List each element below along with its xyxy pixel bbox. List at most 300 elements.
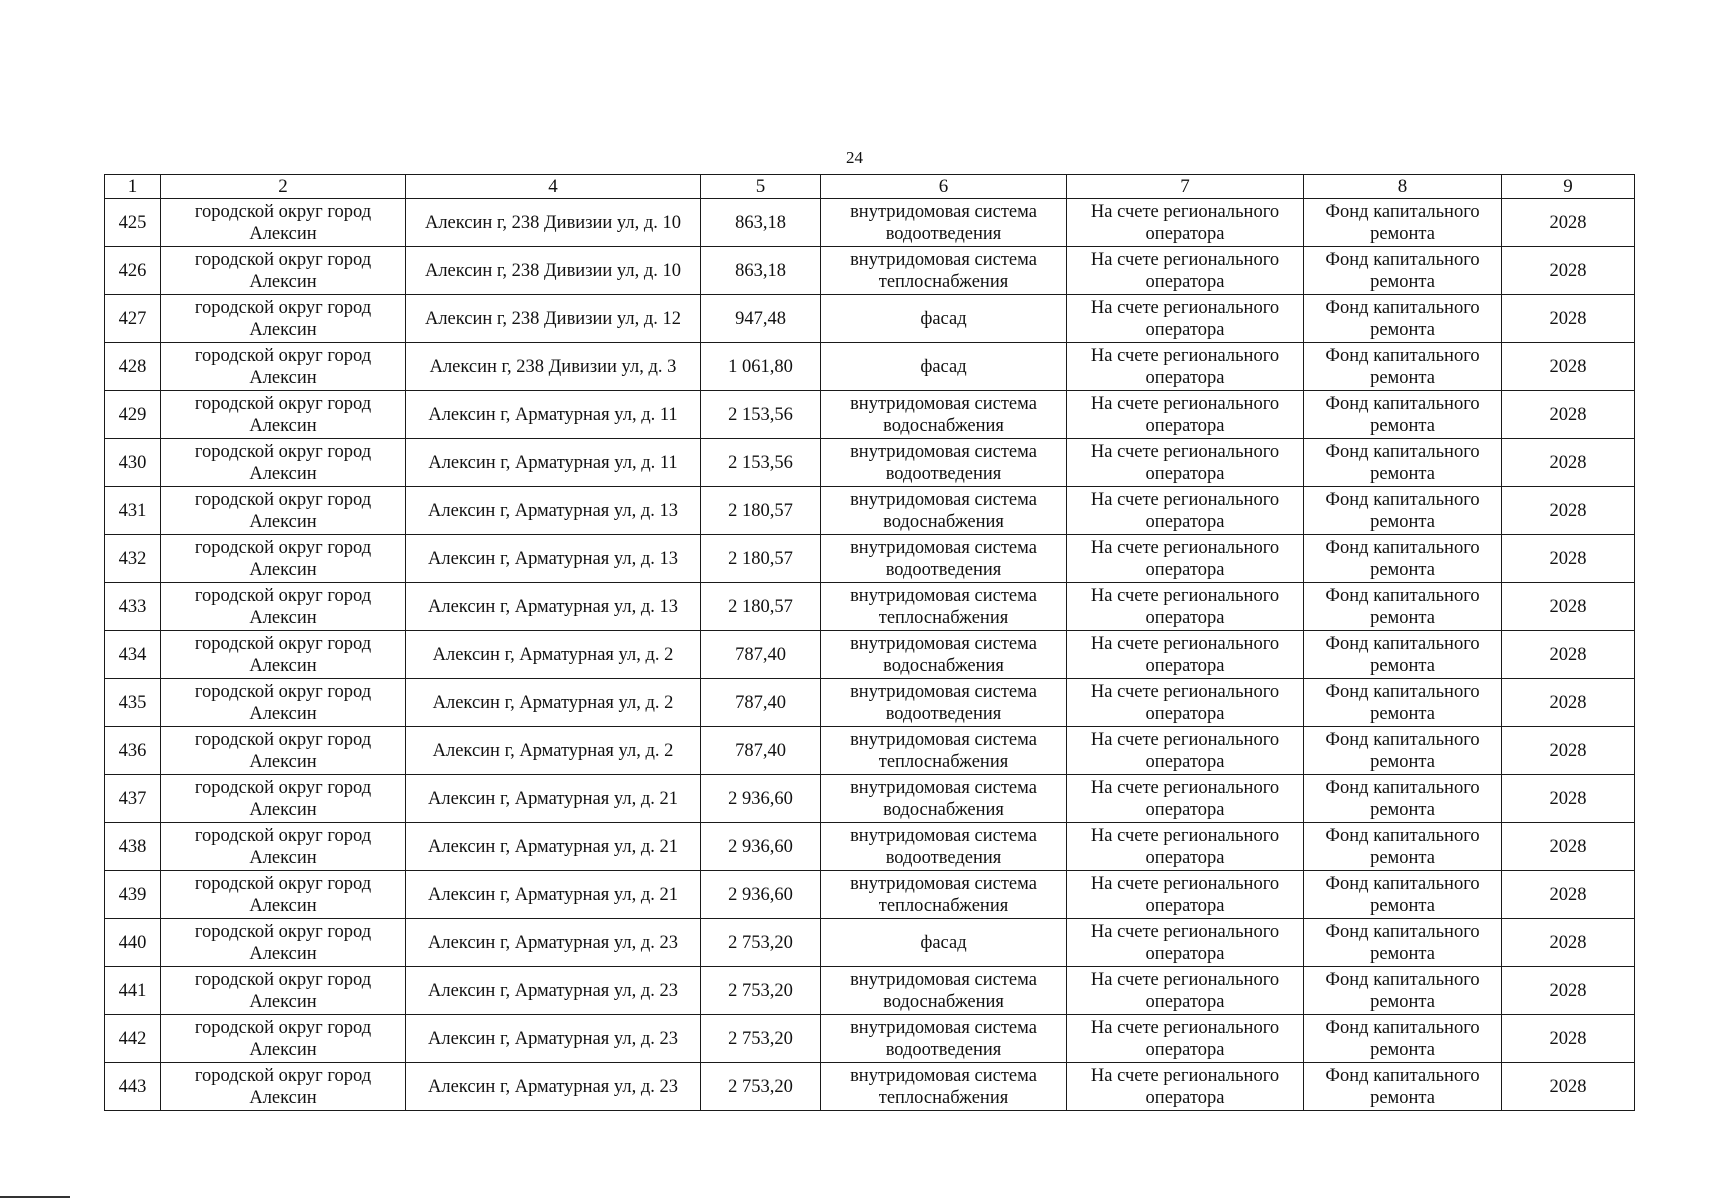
account-cell-line: На счете регионального bbox=[1090, 777, 1280, 798]
account-cell-line: На счете регионального bbox=[1090, 633, 1280, 654]
fund-cell-line: ремонта bbox=[1370, 895, 1435, 916]
system-cell-line: водоотведения bbox=[885, 703, 1002, 724]
table-row bbox=[105, 727, 1635, 775]
fund-cell-line: ремонта bbox=[1370, 367, 1435, 388]
fund-cell bbox=[1304, 775, 1502, 823]
table-row bbox=[105, 775, 1635, 823]
row-number-cell: 435 bbox=[105, 679, 161, 727]
municipality-cell-line: Алексин bbox=[249, 751, 317, 772]
fund-cell-line: Фонд капитального bbox=[1325, 585, 1480, 606]
year-cell: 2028 bbox=[1502, 775, 1635, 823]
account-cell-line: оператора bbox=[1145, 463, 1225, 484]
area-cell: 2 753,20 bbox=[701, 1063, 821, 1111]
year-cell: 2028 bbox=[1502, 391, 1635, 439]
fund-cell bbox=[1304, 871, 1502, 919]
account-cell-line: На счете регионального bbox=[1090, 393, 1280, 414]
account-cell-line: оператора bbox=[1145, 847, 1225, 868]
area-cell: 787,40 bbox=[701, 679, 821, 727]
system-cell-line: водоотведения bbox=[885, 559, 1002, 580]
system-cell-line: водоснабжения bbox=[883, 655, 1004, 676]
scan-artifact bbox=[0, 1196, 70, 1198]
system-cell-line: внутридомовая система bbox=[850, 1017, 1037, 1038]
fund-cell-line: Фонд капитального bbox=[1325, 489, 1480, 510]
fund-cell-line: Фонд капитального bbox=[1325, 969, 1480, 990]
fund-cell-line: Фонд капитального bbox=[1325, 825, 1480, 846]
municipality-cell-line: городской округ город bbox=[194, 777, 372, 798]
system-cell bbox=[821, 391, 1067, 439]
system-cell bbox=[821, 871, 1067, 919]
fund-cell-line: Фонд капитального bbox=[1325, 633, 1480, 654]
account-cell bbox=[1067, 631, 1304, 679]
system-cell bbox=[821, 343, 1067, 391]
row-number-cell: 437 bbox=[105, 775, 161, 823]
area-cell: 2 936,60 bbox=[701, 775, 821, 823]
municipality-cell-line: Алексин bbox=[249, 223, 317, 244]
area-cell: 2 180,57 bbox=[701, 583, 821, 631]
municipality-cell-line: городской округ город bbox=[194, 633, 372, 654]
table-row bbox=[105, 919, 1635, 967]
system-cell-line: внутридомовая система bbox=[850, 441, 1037, 462]
municipality-cell bbox=[161, 1063, 406, 1111]
system-cell bbox=[821, 247, 1067, 295]
address-cell: Алексин г, Арматурная ул, д. 13 bbox=[406, 535, 701, 583]
year-cell: 2028 bbox=[1502, 631, 1635, 679]
municipality-cell-line: Алексин bbox=[249, 607, 317, 628]
system-cell-line: внутридомовая система bbox=[850, 873, 1037, 894]
account-cell-line: оператора bbox=[1145, 655, 1225, 676]
fund-cell bbox=[1304, 679, 1502, 727]
fund-cell bbox=[1304, 919, 1502, 967]
account-cell bbox=[1067, 391, 1304, 439]
fund-cell bbox=[1304, 247, 1502, 295]
municipality-cell bbox=[161, 631, 406, 679]
column-number-row bbox=[105, 175, 1635, 199]
account-cell-line: оператора bbox=[1145, 991, 1225, 1012]
account-cell bbox=[1067, 247, 1304, 295]
account-cell bbox=[1067, 535, 1304, 583]
municipality-cell bbox=[161, 535, 406, 583]
municipality-cell-line: городской округ город bbox=[194, 1017, 372, 1038]
municipality-cell-line: городской округ город bbox=[194, 1065, 372, 1086]
municipality-cell-line: Алексин bbox=[249, 655, 317, 676]
area-cell: 2 753,20 bbox=[701, 919, 821, 967]
system-cell bbox=[821, 1015, 1067, 1063]
fund-cell bbox=[1304, 439, 1502, 487]
municipality-cell-line: городской округ город bbox=[194, 249, 372, 270]
account-cell bbox=[1067, 727, 1304, 775]
address-cell: Алексин г, Арматурная ул, д. 11 bbox=[406, 391, 701, 439]
column-header: 8 bbox=[1304, 175, 1502, 199]
account-cell bbox=[1067, 775, 1304, 823]
fund-cell-line: Фонд капитального bbox=[1325, 1065, 1480, 1086]
account-cell bbox=[1067, 823, 1304, 871]
municipality-cell bbox=[161, 919, 406, 967]
fund-cell-line: Фонд капитального bbox=[1325, 873, 1480, 894]
system-cell-line: внутридомовая система bbox=[850, 729, 1037, 750]
table-row bbox=[105, 535, 1635, 583]
table-body bbox=[105, 175, 1635, 1111]
fund-cell bbox=[1304, 1015, 1502, 1063]
account-cell-line: оператора bbox=[1145, 1087, 1225, 1108]
account-cell bbox=[1067, 199, 1304, 247]
account-cell-line: оператора bbox=[1145, 415, 1225, 436]
account-cell-line: оператора bbox=[1145, 895, 1225, 916]
municipality-cell-line: Алексин bbox=[249, 1087, 317, 1108]
year-cell: 2028 bbox=[1502, 823, 1635, 871]
account-cell bbox=[1067, 967, 1304, 1015]
account-cell-line: На счете регионального bbox=[1090, 1017, 1280, 1038]
municipality-cell-line: городской округ город bbox=[194, 297, 372, 318]
fund-cell-line: Фонд капитального bbox=[1325, 681, 1480, 702]
system-cell bbox=[821, 1063, 1067, 1111]
system-cell-line: водоснабжения bbox=[883, 991, 1004, 1012]
municipality-cell bbox=[161, 295, 406, 343]
municipality-cell-line: Алексин bbox=[249, 511, 317, 532]
municipality-cell-line: городской округ город bbox=[194, 201, 372, 222]
account-cell-line: На счете регионального bbox=[1090, 297, 1280, 318]
row-number-cell: 429 bbox=[105, 391, 161, 439]
address-cell: Алексин г, Арматурная ул, д. 13 bbox=[406, 487, 701, 535]
year-cell: 2028 bbox=[1502, 343, 1635, 391]
column-header: 1 bbox=[105, 175, 161, 199]
fund-cell-line: Фонд капитального bbox=[1325, 393, 1480, 414]
area-cell: 2 753,20 bbox=[701, 1015, 821, 1063]
table-row bbox=[105, 247, 1635, 295]
municipality-cell bbox=[161, 823, 406, 871]
row-number-cell: 443 bbox=[105, 1063, 161, 1111]
fund-cell-line: ремонта bbox=[1370, 607, 1435, 628]
table-row bbox=[105, 583, 1635, 631]
row-number-cell: 433 bbox=[105, 583, 161, 631]
municipality-cell-line: городской округ город bbox=[194, 873, 372, 894]
system-cell-line: внутридомовая система bbox=[850, 969, 1037, 990]
table-row bbox=[105, 199, 1635, 247]
address-cell: Алексин г, Арматурная ул, д. 23 bbox=[406, 967, 701, 1015]
account-cell-line: оператора bbox=[1145, 607, 1225, 628]
area-cell: 947,48 bbox=[701, 295, 821, 343]
municipality-cell-line: Алексин bbox=[249, 271, 317, 292]
account-cell-line: На счете регионального bbox=[1090, 585, 1280, 606]
system-cell bbox=[821, 967, 1067, 1015]
address-cell: Алексин г, Арматурная ул, д. 23 bbox=[406, 1015, 701, 1063]
fund-cell bbox=[1304, 487, 1502, 535]
system-cell-line: внутридомовая система bbox=[850, 825, 1037, 846]
account-cell bbox=[1067, 679, 1304, 727]
account-cell-line: оператора bbox=[1145, 559, 1225, 580]
account-cell bbox=[1067, 487, 1304, 535]
row-number-cell: 425 bbox=[105, 199, 161, 247]
fund-cell bbox=[1304, 1063, 1502, 1111]
account-cell-line: На счете регионального bbox=[1090, 249, 1280, 270]
municipality-cell-line: Алексин bbox=[249, 847, 317, 868]
municipality-cell-line: Алексин bbox=[249, 319, 317, 340]
account-cell-line: оператора bbox=[1145, 319, 1225, 340]
municipality-cell-line: Алексин bbox=[249, 895, 317, 916]
account-cell-line: оператора bbox=[1145, 1039, 1225, 1060]
year-cell: 2028 bbox=[1502, 583, 1635, 631]
fund-cell bbox=[1304, 631, 1502, 679]
address-cell: Алексин г, Арматурная ул, д. 11 bbox=[406, 439, 701, 487]
area-cell: 2 936,60 bbox=[701, 823, 821, 871]
address-cell: Алексин г, 238 Дивизии ул, д. 12 bbox=[406, 295, 701, 343]
account-cell-line: оператора bbox=[1145, 367, 1225, 388]
municipality-cell-line: городской округ город bbox=[194, 729, 372, 750]
account-cell bbox=[1067, 583, 1304, 631]
row-number-cell: 438 bbox=[105, 823, 161, 871]
account-cell-line: оператора bbox=[1145, 799, 1225, 820]
column-header: 4 bbox=[406, 175, 701, 199]
municipality-cell-line: городской округ город bbox=[194, 489, 372, 510]
table-row bbox=[105, 871, 1635, 919]
system-cell-line: внутридомовая система bbox=[850, 1065, 1037, 1086]
system-cell-line: водоотведения bbox=[885, 463, 1002, 484]
area-cell: 1 061,80 bbox=[701, 343, 821, 391]
account-cell-line: На счете регионального bbox=[1090, 969, 1280, 990]
row-number-cell: 442 bbox=[105, 1015, 161, 1063]
row-number-cell: 428 bbox=[105, 343, 161, 391]
table-row bbox=[105, 679, 1635, 727]
municipality-cell-line: Алексин bbox=[249, 943, 317, 964]
fund-cell bbox=[1304, 295, 1502, 343]
municipality-cell bbox=[161, 1015, 406, 1063]
year-cell: 2028 bbox=[1502, 967, 1635, 1015]
system-cell-line: внутридомовая система bbox=[850, 777, 1037, 798]
system-cell-line: водоснабжения bbox=[883, 511, 1004, 532]
account-cell-line: На счете регионального bbox=[1090, 489, 1280, 510]
fund-cell-line: Фонд капитального bbox=[1325, 921, 1480, 942]
municipality-cell-line: городской округ город bbox=[194, 441, 372, 462]
fund-cell-line: ремонта bbox=[1370, 1039, 1435, 1060]
account-cell-line: На счете регионального bbox=[1090, 921, 1280, 942]
municipality-cell-line: городской округ город bbox=[194, 585, 372, 606]
system-cell-line: фасад bbox=[920, 308, 967, 329]
municipality-cell-line: Алексин bbox=[249, 703, 317, 724]
column-header: 9 bbox=[1502, 175, 1635, 199]
fund-cell bbox=[1304, 823, 1502, 871]
fund-cell bbox=[1304, 199, 1502, 247]
account-cell-line: На счете регионального bbox=[1090, 873, 1280, 894]
municipality-cell-line: городской округ город bbox=[194, 681, 372, 702]
account-cell bbox=[1067, 871, 1304, 919]
system-cell-line: теплоснабжения bbox=[878, 1087, 1009, 1108]
fund-cell bbox=[1304, 583, 1502, 631]
fund-cell-line: Фонд капитального bbox=[1325, 201, 1480, 222]
table-row bbox=[105, 1063, 1635, 1111]
address-cell: Алексин г, Арматурная ул, д. 13 bbox=[406, 583, 701, 631]
fund-cell-line: ремонта bbox=[1370, 991, 1435, 1012]
page-number: 24 bbox=[846, 148, 863, 167]
system-cell-line: водоснабжения bbox=[883, 415, 1004, 436]
system-cell-line: внутридомовая система bbox=[850, 249, 1037, 270]
row-number-cell: 432 bbox=[105, 535, 161, 583]
account-cell bbox=[1067, 295, 1304, 343]
municipality-cell-line: Алексин bbox=[249, 415, 317, 436]
municipality-cell-line: Алексин bbox=[249, 559, 317, 580]
address-cell: Алексин г, Арматурная ул, д. 21 bbox=[406, 823, 701, 871]
address-cell: Алексин г, Арматурная ул, д. 21 bbox=[406, 871, 701, 919]
account-cell-line: оператора bbox=[1145, 271, 1225, 292]
municipality-cell-line: Алексин bbox=[249, 463, 317, 484]
year-cell: 2028 bbox=[1502, 535, 1635, 583]
area-cell: 863,18 bbox=[701, 199, 821, 247]
system-cell bbox=[821, 439, 1067, 487]
fund-cell-line: Фонд капитального bbox=[1325, 729, 1480, 750]
address-cell: Алексин г, 238 Дивизии ул, д. 10 bbox=[406, 247, 701, 295]
municipality-cell bbox=[161, 967, 406, 1015]
fund-cell-line: ремонта bbox=[1370, 943, 1435, 964]
fund-cell-line: ремонта bbox=[1370, 847, 1435, 868]
municipality-cell-line: городской округ город bbox=[194, 921, 372, 942]
municipality-cell bbox=[161, 199, 406, 247]
system-cell bbox=[821, 727, 1067, 775]
municipality-cell bbox=[161, 439, 406, 487]
account-cell-line: оператора bbox=[1145, 943, 1225, 964]
system-cell-line: теплоснабжения bbox=[878, 607, 1009, 628]
fund-cell-line: ремонта bbox=[1370, 223, 1435, 244]
system-cell-line: водоотведения bbox=[885, 847, 1002, 868]
account-cell-line: оператора bbox=[1145, 751, 1225, 772]
fund-cell-line: ремонта bbox=[1370, 559, 1435, 580]
row-number-cell: 426 bbox=[105, 247, 161, 295]
area-cell: 787,40 bbox=[701, 631, 821, 679]
row-number-cell: 427 bbox=[105, 295, 161, 343]
fund-cell bbox=[1304, 727, 1502, 775]
account-cell-line: На счете регионального bbox=[1090, 729, 1280, 750]
account-cell bbox=[1067, 1063, 1304, 1111]
municipality-cell bbox=[161, 871, 406, 919]
column-header: 6 bbox=[821, 175, 1067, 199]
address-cell: Алексин г, Арматурная ул, д. 21 bbox=[406, 775, 701, 823]
municipality-cell bbox=[161, 583, 406, 631]
municipality-cell-line: Алексин bbox=[249, 991, 317, 1012]
system-cell-line: фасад bbox=[920, 356, 967, 377]
system-cell-line: внутридомовая система bbox=[850, 681, 1037, 702]
capital-repair-table bbox=[104, 174, 1635, 1111]
column-header: 2 bbox=[161, 175, 406, 199]
system-cell-line: фасад bbox=[920, 932, 967, 953]
area-cell: 2 180,57 bbox=[701, 535, 821, 583]
municipality-cell-line: Алексин bbox=[249, 1039, 317, 1060]
account-cell-line: На счете регионального bbox=[1090, 825, 1280, 846]
fund-cell-line: Фонд капитального bbox=[1325, 345, 1480, 366]
fund-cell-line: Фонд капитального bbox=[1325, 1017, 1480, 1038]
year-cell: 2028 bbox=[1502, 295, 1635, 343]
account-cell-line: оператора bbox=[1145, 511, 1225, 532]
address-cell: Алексин г, Арматурная ул, д. 23 bbox=[406, 1063, 701, 1111]
municipality-cell bbox=[161, 391, 406, 439]
year-cell: 2028 bbox=[1502, 727, 1635, 775]
area-cell: 2 753,20 bbox=[701, 967, 821, 1015]
fund-cell-line: Фонд капитального bbox=[1325, 777, 1480, 798]
system-cell-line: водоотведения bbox=[885, 223, 1002, 244]
table-row bbox=[105, 343, 1635, 391]
municipality-cell bbox=[161, 679, 406, 727]
fund-cell-line: ремонта bbox=[1370, 1087, 1435, 1108]
fund-cell-line: ремонта bbox=[1370, 799, 1435, 820]
area-cell: 863,18 bbox=[701, 247, 821, 295]
address-cell: Алексин г, Арматурная ул, д. 2 bbox=[406, 679, 701, 727]
year-cell: 2028 bbox=[1502, 199, 1635, 247]
account-cell-line: На счете регионального bbox=[1090, 681, 1280, 702]
system-cell-line: теплоснабжения bbox=[878, 751, 1009, 772]
area-cell: 787,40 bbox=[701, 727, 821, 775]
system-cell bbox=[821, 679, 1067, 727]
table-row bbox=[105, 439, 1635, 487]
year-cell: 2028 bbox=[1502, 679, 1635, 727]
account-cell bbox=[1067, 919, 1304, 967]
system-cell bbox=[821, 823, 1067, 871]
system-cell bbox=[821, 535, 1067, 583]
row-number-cell: 434 bbox=[105, 631, 161, 679]
year-cell: 2028 bbox=[1502, 247, 1635, 295]
account-cell-line: На счете регионального bbox=[1090, 345, 1280, 366]
system-cell bbox=[821, 775, 1067, 823]
system-cell-line: внутридомовая система bbox=[850, 585, 1037, 606]
table-row bbox=[105, 1015, 1635, 1063]
row-number-cell: 441 bbox=[105, 967, 161, 1015]
year-cell: 2028 bbox=[1502, 487, 1635, 535]
area-cell: 2 153,56 bbox=[701, 439, 821, 487]
account-cell bbox=[1067, 1015, 1304, 1063]
fund-cell bbox=[1304, 391, 1502, 439]
year-cell: 2028 bbox=[1502, 919, 1635, 967]
row-number-cell: 436 bbox=[105, 727, 161, 775]
system-cell-line: внутридомовая система bbox=[850, 489, 1037, 510]
fund-cell-line: Фонд капитального bbox=[1325, 297, 1480, 318]
municipality-cell-line: городской округ город bbox=[194, 537, 372, 558]
system-cell-line: внутридомовая система bbox=[850, 633, 1037, 654]
fund-cell-line: ремонта bbox=[1370, 463, 1435, 484]
row-number-cell: 440 bbox=[105, 919, 161, 967]
system-cell-line: внутридомовая система bbox=[850, 537, 1037, 558]
address-cell: Алексин г, Арматурная ул, д. 23 bbox=[406, 919, 701, 967]
fund-cell-line: Фонд капитального bbox=[1325, 537, 1480, 558]
account-cell-line: оператора bbox=[1145, 703, 1225, 724]
account-cell-line: На счете регионального bbox=[1090, 201, 1280, 222]
municipality-cell bbox=[161, 247, 406, 295]
table-row bbox=[105, 823, 1635, 871]
column-header: 5 bbox=[701, 175, 821, 199]
column-header: 7 bbox=[1067, 175, 1304, 199]
table-row bbox=[105, 631, 1635, 679]
address-cell: Алексин г, Арматурная ул, д. 2 bbox=[406, 631, 701, 679]
system-cell bbox=[821, 295, 1067, 343]
account-cell bbox=[1067, 343, 1304, 391]
row-number-cell: 431 bbox=[105, 487, 161, 535]
system-cell-line: водоснабжения bbox=[883, 799, 1004, 820]
account-cell-line: На счете регионального bbox=[1090, 1065, 1280, 1086]
system-cell bbox=[821, 199, 1067, 247]
municipality-cell-line: Алексин bbox=[249, 367, 317, 388]
municipality-cell bbox=[161, 343, 406, 391]
fund-cell bbox=[1304, 535, 1502, 583]
municipality-cell-line: городской округ город bbox=[194, 825, 372, 846]
fund-cell-line: ремонта bbox=[1370, 703, 1435, 724]
system-cell-line: внутридомовая система bbox=[850, 393, 1037, 414]
fund-cell-line: ремонта bbox=[1370, 751, 1435, 772]
account-cell-line: На счете регионального bbox=[1090, 441, 1280, 462]
system-cell bbox=[821, 919, 1067, 967]
year-cell: 2028 bbox=[1502, 1063, 1635, 1111]
system-cell-line: внутридомовая система bbox=[850, 201, 1037, 222]
account-cell bbox=[1067, 439, 1304, 487]
system-cell-line: теплоснабжения bbox=[878, 271, 1009, 292]
municipality-cell bbox=[161, 727, 406, 775]
fund-cell bbox=[1304, 967, 1502, 1015]
municipality-cell-line: городской округ город bbox=[194, 969, 372, 990]
year-cell: 2028 bbox=[1502, 1015, 1635, 1063]
system-cell-line: теплоснабжения bbox=[878, 895, 1009, 916]
